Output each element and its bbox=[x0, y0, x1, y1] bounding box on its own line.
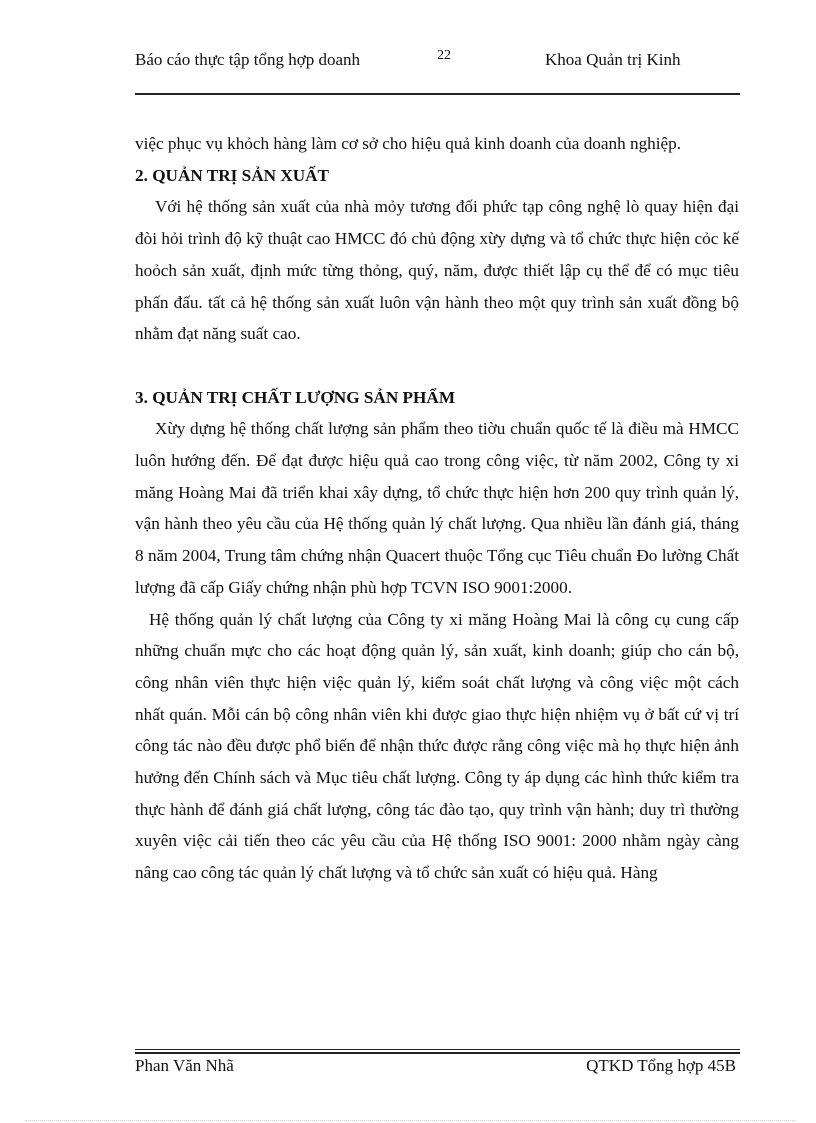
heading-quality-management: 3. QUẢN TRỊ CHẤT LƯỢNG SẢN PHẨM bbox=[135, 387, 456, 407]
footer-divider-thick bbox=[135, 1052, 740, 1054]
header-report-title: Báo cáo thực tập tổng hợp doanh bbox=[135, 50, 360, 69]
heading-production-management: 2. QUẢN TRỊ SẢN XUẤT bbox=[135, 165, 330, 185]
paragraph-gap bbox=[135, 350, 739, 382]
page-edge-dotted-line bbox=[25, 1120, 795, 1121]
footer-divider-thin bbox=[135, 1049, 740, 1050]
paragraph-quality-system: Hệ thống quản lý chất lượng của Công ty xi măng Hoàng Mai là công cụ cung cấp những chuẩn mực cho các hoạt động quản lý, sản xuất, kinh doanh; giúp cho cán bộ, công nhân viên thực hiện việc quản lý, kiểm soát chất lượng và công việc một cách nhất quán. Mỗi cán bộ công nhân viên khi được giao thực hiện nhiệm vụ ở bất cứ vị trí công tác nào đều được phổ biến để nhận thức được rằng công việc mà họ thực hiện ảnh hưởng đến Chính sách và Mục tiêu chất lượng. Công ty áp dụng các hình thức kiểm tra thực hành để đánh giá chất lượng, công tác đào tạo, quy trình vận hành; duy trì thường xuyên việc cải tiến theo các yêu cầu của Hệ thống ISO 9001: 2000 nhằm ngày càng nâng cao công tác quản lý chất lượng và tổ chức sản xuất có hiệu quả. Hàng bbox=[135, 609, 739, 883]
header-divider bbox=[135, 93, 740, 95]
header-faculty-title: Khoa Quản trị Kinh bbox=[545, 50, 681, 69]
paragraph-production: Với hệ thống sản xuất của nhà mỏy tương đối phức tạp công nghệ lò quay hiện đại đòi hỏi trình độ kỹ thuật cao HMCC đó chủ động xừy dựng và tổ chức thực hiện cỏc kế hoỏch sản xuất, định mức từng thỏng, quý, năm, được thiết lập cụ thể để có mục tiêu phấn đấu. tất cả hệ thống sản xuất luôn vận hành theo một quy trình sản xuất đồng bộ nhằm đạt năng suất cao. bbox=[135, 197, 739, 344]
paragraph-quality-standards: Xừy dựng hệ thống chất lượng sản phẩm theo tiờu chuẩn quốc tế là điều mà HMCC luôn hướng đến. Để đạt được hiệu quả cao trong công việc, từ năm 2002, Công ty xi măng Hoàng Mai đã triển khai xây dựng, tổ chức thực hiện hơn 200 quy trình quản lý, vận hành theo yêu cầu của Hệ thống quản lý chất lượng. Qua nhiều lần đánh giá, tháng 8 năm 2004, Trung tâm chứng nhận Quacert thuộc Tổng cục Tiêu chuẩn Đo lường Chất lượng đã cấp Giấy chứng nhận phù hợp TCVN ISO 9001:2000. bbox=[135, 419, 739, 597]
document-body bbox=[135, 128, 739, 889]
footer-class: QTKD Tổng hợp 45B bbox=[586, 1056, 736, 1075]
paragraph-intro: việc phục vụ khỏch hàng làm cơ sở cho hiệu quả kinh doanh của doanh nghiệp. bbox=[135, 134, 682, 153]
page-number: 22 bbox=[437, 48, 451, 63]
page-header bbox=[135, 48, 740, 94]
footer-author: Phan Văn Nhã bbox=[135, 1056, 234, 1075]
